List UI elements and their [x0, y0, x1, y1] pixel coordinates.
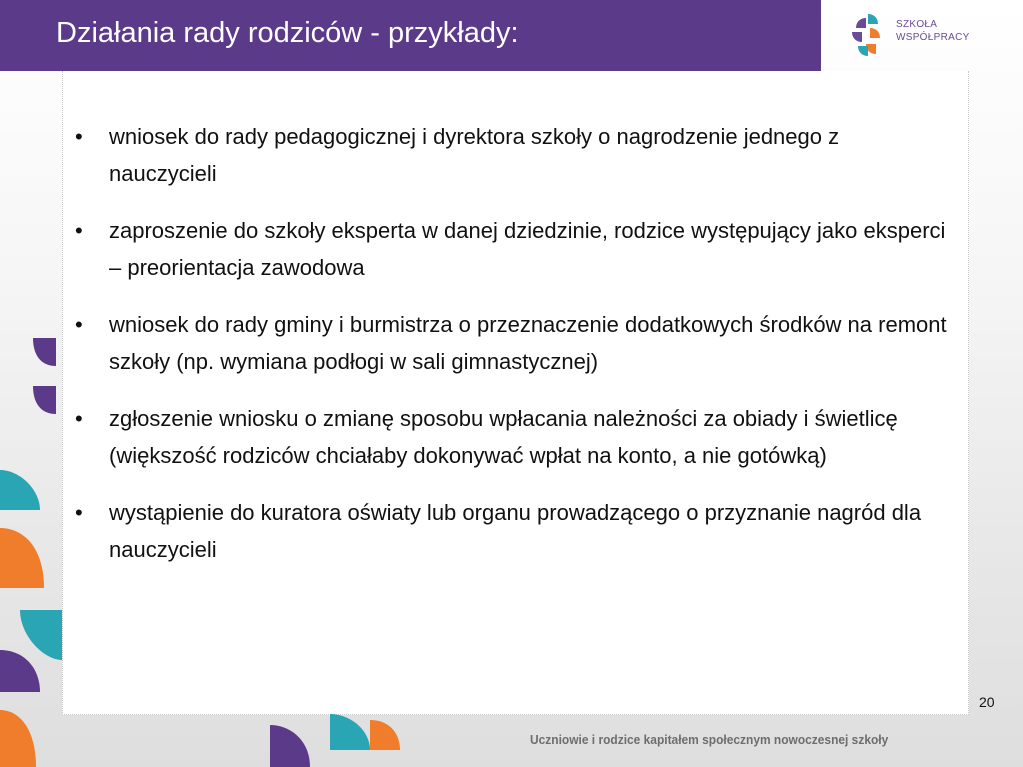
logo-text-line2: WSPÓŁPRACY [896, 32, 970, 43]
bullet-dot-icon: • [75, 218, 83, 243]
logo-petal-teal [868, 14, 878, 24]
bullet-dot-icon: • [75, 312, 83, 337]
logo-petal-orange-right [870, 28, 880, 38]
logo-text [896, 18, 970, 44]
bullet-text: zaproszenie do szkoły eksperta w danej dziedzinie, rodzice występujący jako eksperci – preorientacja zawodowa [109, 218, 946, 280]
bullet-dot-icon: • [75, 500, 83, 525]
logo-petal-teal-bottom [858, 46, 868, 56]
bullet-text: wniosek do rady gminy i burmistrza o przeznaczenie dodatkowych środków na remont szkoły (np. wymiana podłogi w sali gimnastycznej) [109, 312, 947, 374]
logo-text-line1: SZKOŁA [896, 19, 938, 30]
slide-title: Działania rady rodziców - przykłady: [56, 17, 519, 49]
logo-petal-purple-left [852, 32, 862, 42]
title-bar [0, 0, 821, 71]
bullet-item [72, 118, 952, 192]
decorative-petals-left [0, 320, 62, 767]
bullet-item [72, 400, 952, 474]
szkola-wspolpracy-logo-icon [844, 10, 892, 58]
bullet-dot-icon: • [75, 406, 83, 431]
bullet-dot-icon: • [75, 124, 83, 149]
bullet-text: wystąpienie do kuratora oświaty lub organu prowadzącego o przyznanie nagród dla nauczycieli [109, 500, 922, 562]
bullet-item [72, 494, 952, 568]
bullet-item [72, 212, 952, 286]
footer-tagline: Uczniowie i rodzice kapitałem społecznym nowoczesnej szkoły [530, 732, 889, 747]
content-area [62, 71, 969, 715]
bullet-list [72, 118, 952, 588]
bullet-text: wniosek do rady pedagogicznej i dyrektora szkoły o nagrodzenie jednego z nauczycieli [109, 124, 840, 186]
page-number: 20 [979, 694, 995, 710]
logo-petal-purple-top [856, 18, 866, 28]
bullet-text: zgłoszenie wniosku o zmianę sposobu wpłacania należności za obiady i świetlicę (większość rodziców chciałaby dokonywać wpłat na konto, a nie gotówką) [109, 406, 898, 468]
szkola-wspolpracy-logo [844, 10, 994, 58]
decorative-petals-bottom [250, 700, 450, 767]
bullet-item [72, 306, 952, 380]
